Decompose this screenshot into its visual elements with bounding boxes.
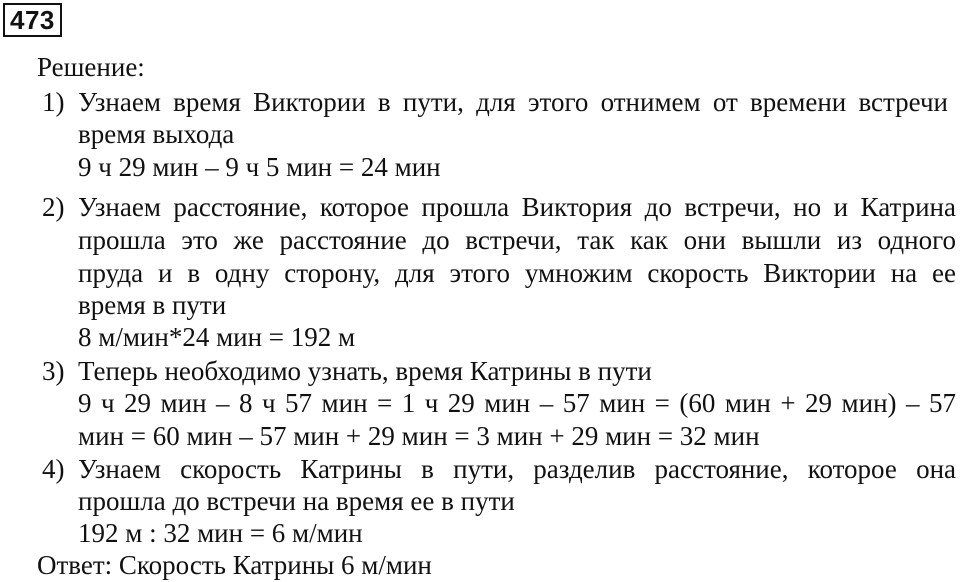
step-3-calculation: 9 ч 29 мин – 8 ч 57 мин = 1 ч 29 мин – 57 мин = (60 мин + 29 мин) – 57 [78,388,956,418]
step-4-marker: 4) [42,454,65,484]
solution-heading: Решение: [37,52,145,82]
step-4-text-line: Узнаем скорость Катрины в пути, разделив расстояние, которое она [78,454,956,484]
step-3-text-line: Теперь необходимо узнать, время Катрины в пути [78,356,652,386]
step-1-marker: 1) [42,87,65,117]
step-3-calculation: мин = 60 мин – 57 мин + 29 мин = 3 мин + 29 мин = 32 мин [78,421,760,451]
step-2-text-line: время в пути [78,290,227,320]
step-3-marker: 3) [42,356,65,386]
step-2-marker: 2) [42,192,65,222]
answer-line: Ответ: Скорость Катрины 6 м/мин [37,550,432,580]
step-2-text-line: Узнаем расстояние, которое прошла Виктория до встречи, но и Катрина [78,192,956,222]
step-2-calculation: 8 м/мин*24 мин = 192 м [78,322,356,352]
step-1-calculation: 9 ч 29 мин – 9 ч 5 мин = 24 мин [78,152,441,182]
step-2-text-line: пруда и в одну сторону, для этого умножим скорость Виктории на ее [78,258,956,288]
step-1-text-line: Узнаем время Виктории в пути, для этого отнимем от времени встречи [78,87,948,117]
step-2-text-line: прошла это же расстояние до встречи, так как они вышли из одного [78,225,956,255]
step-4-text-line: прошла до встречи на время ее в пути [78,486,515,516]
problem-number: 473 [3,3,62,37]
step-4-calculation: 192 м : 32 мин = 6 м/мин [78,518,363,548]
step-1-text-line: время выхода [78,119,235,149]
